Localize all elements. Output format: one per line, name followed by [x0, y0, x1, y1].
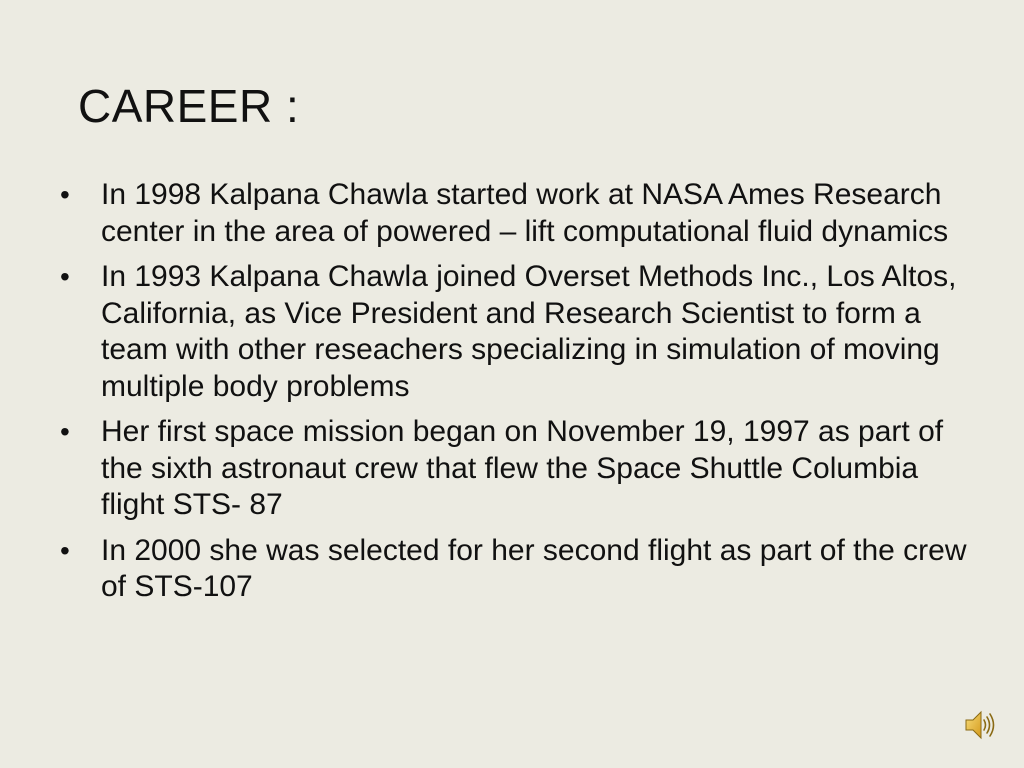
- bullet-text: In 2000 she was selected for her second flight as part of the crew of STS-107: [101, 533, 967, 603]
- bullet-text: Her first space mission began on November 19, 1997 as part of the sixth astronaut crew that flew the Space Shuttle Columbia flight STS- 87: [101, 415, 944, 521]
- bullet-symbol: •: [60, 179, 70, 210]
- bullet-text: In 1993 Kalpana Chawla joined Overset Methods Inc., Los Altos, California, as Vice President and Research Scientist to form a team with other reseachers specializing in simulation of moving multiple body problems: [101, 260, 957, 403]
- bullet-item: [58, 177, 978, 250]
- bullet-list: [58, 177, 978, 615]
- bullet-text: In 1998 Kalpana Chawla started work at NASA Ames Research center in the area of powered – lift computational fluid dynamics: [101, 178, 949, 248]
- speaker-body: [966, 712, 981, 738]
- bullet-item: [58, 259, 978, 405]
- bullet-symbol: •: [60, 534, 70, 566]
- speaker-icon[interactable]: [964, 707, 996, 743]
- slide-title: CAREER :: [78, 80, 300, 132]
- sound-wave-medium: [987, 717, 990, 733]
- bullet-item: [58, 414, 978, 524]
- bullet-item: [58, 533, 978, 606]
- bullet-symbol: •: [60, 416, 70, 447]
- bullet-symbol: •: [60, 261, 70, 292]
- sound-wave-small: [984, 720, 986, 730]
- sound-wave-large: [990, 714, 994, 736]
